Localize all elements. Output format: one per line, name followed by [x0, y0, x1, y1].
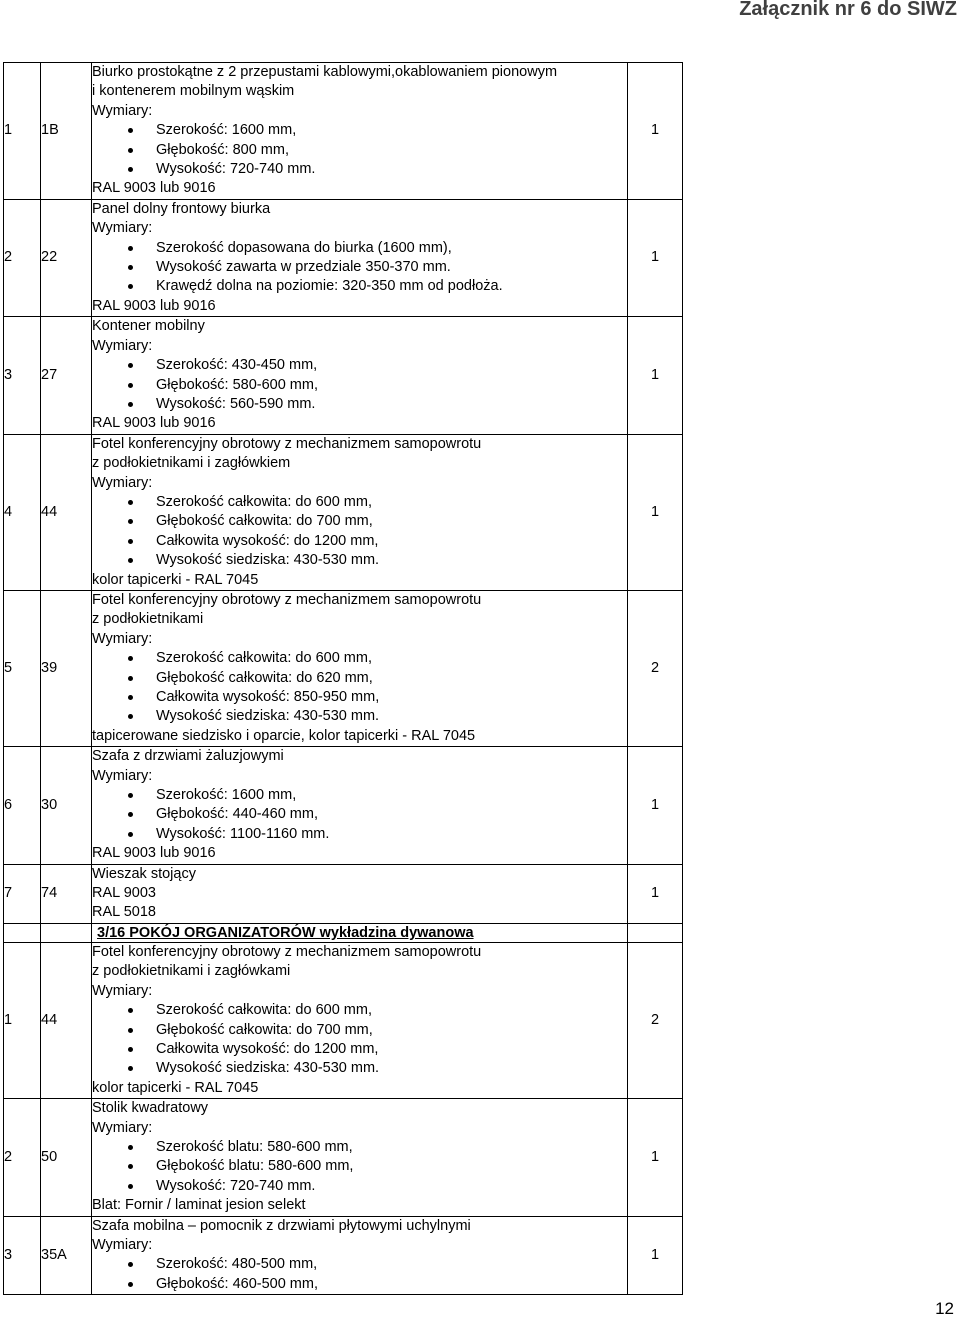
item-description-cell [92, 864, 628, 923]
item-quantity-cell: 1 [628, 1099, 683, 1216]
table-row [4, 199, 683, 316]
item-lp-cell: 1 [4, 942, 41, 1098]
item-number-cell: 74 [41, 864, 92, 923]
item-note: RAL 9003 lub 9016 [92, 297, 216, 314]
section-spacer-lp [4, 923, 41, 942]
dimensions-label: Wymiary: [92, 630, 153, 647]
item-description-cell [92, 63, 628, 200]
item-description-cell [92, 942, 628, 1098]
item-lp-cell: 5 [4, 590, 41, 746]
dimension-bullet: Szerokość blatu: 580-600 mm, [92, 1138, 627, 1157]
item-title-line: Fotel konferencyjny obrotowy z mechanizmem samopowrotu [92, 435, 482, 452]
item-number-cell: 27 [41, 317, 92, 434]
section-spacer-qty [628, 923, 683, 942]
item-note: kolor tapicerki - RAL 7045 [92, 1079, 259, 1096]
dimension-bullet: Głębokość: 460-500 mm, [92, 1275, 627, 1294]
item-title-line: Panel dolny frontowy biurka [92, 200, 271, 217]
furniture-spec-table [3, 62, 683, 1295]
dimensions-label: Wymiary: [92, 102, 153, 119]
dimension-bullet: Szerokość: 1600 mm, [92, 121, 627, 140]
item-note: Blat: Fornir / laminat jesion selekt [92, 1197, 306, 1214]
dimension-bullet: Głębokość całkowita: do 700 mm, [92, 1021, 627, 1040]
item-note: tapicerowane siedzisko i oparcie, kolor tapicerki - RAL 7045 [92, 727, 476, 744]
item-number-cell: 50 [41, 1099, 92, 1216]
item-description-cell [92, 1216, 628, 1295]
item-title-line: RAL 5018 [92, 904, 156, 921]
table-row [4, 864, 683, 923]
item-quantity-cell: 1 [628, 434, 683, 590]
table-row [4, 63, 683, 200]
dimensions-label: Wymiary: [92, 337, 153, 354]
dimension-bullet: Szerokość całkowita: do 600 mm, [92, 1001, 627, 1020]
dimension-bullet: Wysokość siedziska: 430-530 mm. [92, 551, 627, 570]
item-title-line: z podłokietnikami i zagłówkami [92, 963, 291, 980]
item-title-line: Szafa mobilna – pomocnik z drzwiami płytowymi uchylnymi [92, 1217, 471, 1234]
table-row [4, 942, 683, 1098]
item-quantity-cell: 1 [628, 747, 683, 864]
dimension-bullet: Wysokość siedziska: 430-530 mm. [92, 707, 627, 726]
dimension-bullet: Głębokość: 580-600 mm, [92, 376, 627, 395]
dimensions-label: Wymiary: [92, 1119, 153, 1136]
item-title-line: z podłokietnikami [92, 611, 204, 628]
item-lp-cell: 1 [4, 63, 41, 200]
dimension-bullet: Całkowita wysokość: do 1200 mm, [92, 532, 627, 551]
dimension-bullet: Wysokość: 720-740 mm. [92, 160, 627, 179]
item-number-cell: 1B [41, 63, 92, 200]
dimension-bullet: Szerokość dopasowana do biurka (1600 mm), [92, 239, 627, 258]
dimensions-label: Wymiary: [92, 767, 153, 784]
item-title-line: Szafa z drzwiami żaluzjowymi [92, 748, 284, 765]
item-title-line: Fotel konferencyjny obrotowy z mechanizmem samopowrotu [92, 943, 482, 960]
item-lp-cell: 2 [4, 199, 41, 316]
item-note: RAL 9003 lub 9016 [92, 415, 216, 432]
item-title-line: i kontenerem mobilnym wąskim [92, 83, 295, 100]
dimension-bullet: Wysokość: 1100-1160 mm. [92, 825, 627, 844]
table-row [4, 434, 683, 590]
item-title-line: RAL 9003 [92, 885, 156, 902]
table-row [4, 590, 683, 746]
item-note: kolor tapicerki - RAL 7045 [92, 571, 259, 588]
item-quantity-cell: 2 [628, 942, 683, 1098]
table-row [4, 1216, 683, 1295]
item-note: RAL 9003 lub 9016 [92, 845, 216, 862]
dimension-bullet: Głębokość blatu: 580-600 mm, [92, 1157, 627, 1176]
dimension-bullet: Głębokość: 440-460 mm, [92, 805, 627, 824]
item-number-cell: 35A [41, 1216, 92, 1295]
item-lp-cell: 3 [4, 317, 41, 434]
section-spacer-nr [41, 923, 92, 942]
item-title-line: Kontener mobilny [92, 318, 205, 335]
dimension-bullet: Głębokość całkowita: do 700 mm, [92, 512, 627, 531]
item-number-cell: 22 [41, 199, 92, 316]
item-quantity-cell: 1 [628, 199, 683, 316]
item-description-cell [92, 1099, 628, 1216]
table-row [4, 317, 683, 434]
dimension-bullet: Szerokość całkowita: do 600 mm, [92, 649, 627, 668]
dimension-bullet: Całkowita wysokość: do 1200 mm, [92, 1040, 627, 1059]
item-quantity-cell: 1 [628, 317, 683, 434]
item-lp-cell: 3 [4, 1216, 41, 1295]
item-description-cell [92, 199, 628, 316]
item-lp-cell: 6 [4, 747, 41, 864]
item-title-line: Biurko prostokątne z 2 przepustami kablowymi,okablowaniem pionowym [92, 64, 558, 80]
item-quantity-cell: 1 [628, 1216, 683, 1295]
item-quantity-cell: 1 [628, 63, 683, 200]
dimension-bullet: Wysokość siedziska: 430-530 mm. [92, 1059, 627, 1078]
dimension-bullet: Szerokość całkowita: do 600 mm, [92, 493, 627, 512]
item-description-cell [92, 747, 628, 864]
item-lp-cell: 7 [4, 864, 41, 923]
item-title-line: Wieszak stojący [92, 865, 196, 882]
item-quantity-cell: 1 [628, 864, 683, 923]
item-title-line: Fotel konferencyjny obrotowy z mechanizmem samopowrotu [92, 591, 482, 608]
attachment-title: Załącznik nr 6 do SIWZ [739, 0, 957, 20]
dimension-bullet: Wysokość: 720-740 mm. [92, 1177, 627, 1196]
section-title: 3/16 POKÓJ ORGANIZATORÓW wykładzina dywanowa [92, 923, 628, 942]
item-quantity-cell: 2 [628, 590, 683, 746]
dimension-bullet: Głębokość: 800 mm, [92, 141, 627, 160]
section-row [4, 923, 683, 942]
dimensions-label: Wymiary: [92, 1236, 153, 1253]
dimension-bullet: Całkowita wysokość: 850-950 mm, [92, 688, 627, 707]
item-description-cell [92, 317, 628, 434]
dimension-bullet: Wysokość: 560-590 mm. [92, 395, 627, 414]
item-number-cell: 39 [41, 590, 92, 746]
item-note: RAL 9003 lub 9016 [92, 180, 216, 197]
page-number: 12 [935, 1299, 954, 1318]
dimension-bullet: Szerokość: 430-450 mm, [92, 356, 627, 375]
dimensions-label: Wymiary: [92, 474, 153, 491]
dimension-bullet: Wysokość zawarta w przedziale 350-370 mm. [92, 258, 627, 277]
dimension-bullet: Głębokość całkowita: do 620 mm, [92, 669, 627, 688]
item-lp-cell: 4 [4, 434, 41, 590]
dimension-bullet: Szerokość: 480-500 mm, [92, 1255, 627, 1274]
item-number-cell: 30 [41, 747, 92, 864]
dimension-bullet: Szerokość: 1600 mm, [92, 786, 627, 805]
table-row [4, 747, 683, 864]
item-number-cell: 44 [41, 434, 92, 590]
dimensions-label: Wymiary: [92, 220, 153, 237]
table-row [4, 1099, 683, 1216]
item-description-cell [92, 434, 628, 590]
item-number-cell: 44 [41, 942, 92, 1098]
item-description-cell [92, 590, 628, 746]
dimensions-label: Wymiary: [92, 982, 153, 999]
item-lp-cell: 2 [4, 1099, 41, 1216]
item-title-line: z podłokietnikami i zagłówkiem [92, 455, 291, 472]
item-title-line: Stolik kwadratowy [92, 1100, 209, 1117]
dimension-bullet: Krawędź dolna na poziomie: 320-350 mm od podłoża. [92, 277, 627, 296]
